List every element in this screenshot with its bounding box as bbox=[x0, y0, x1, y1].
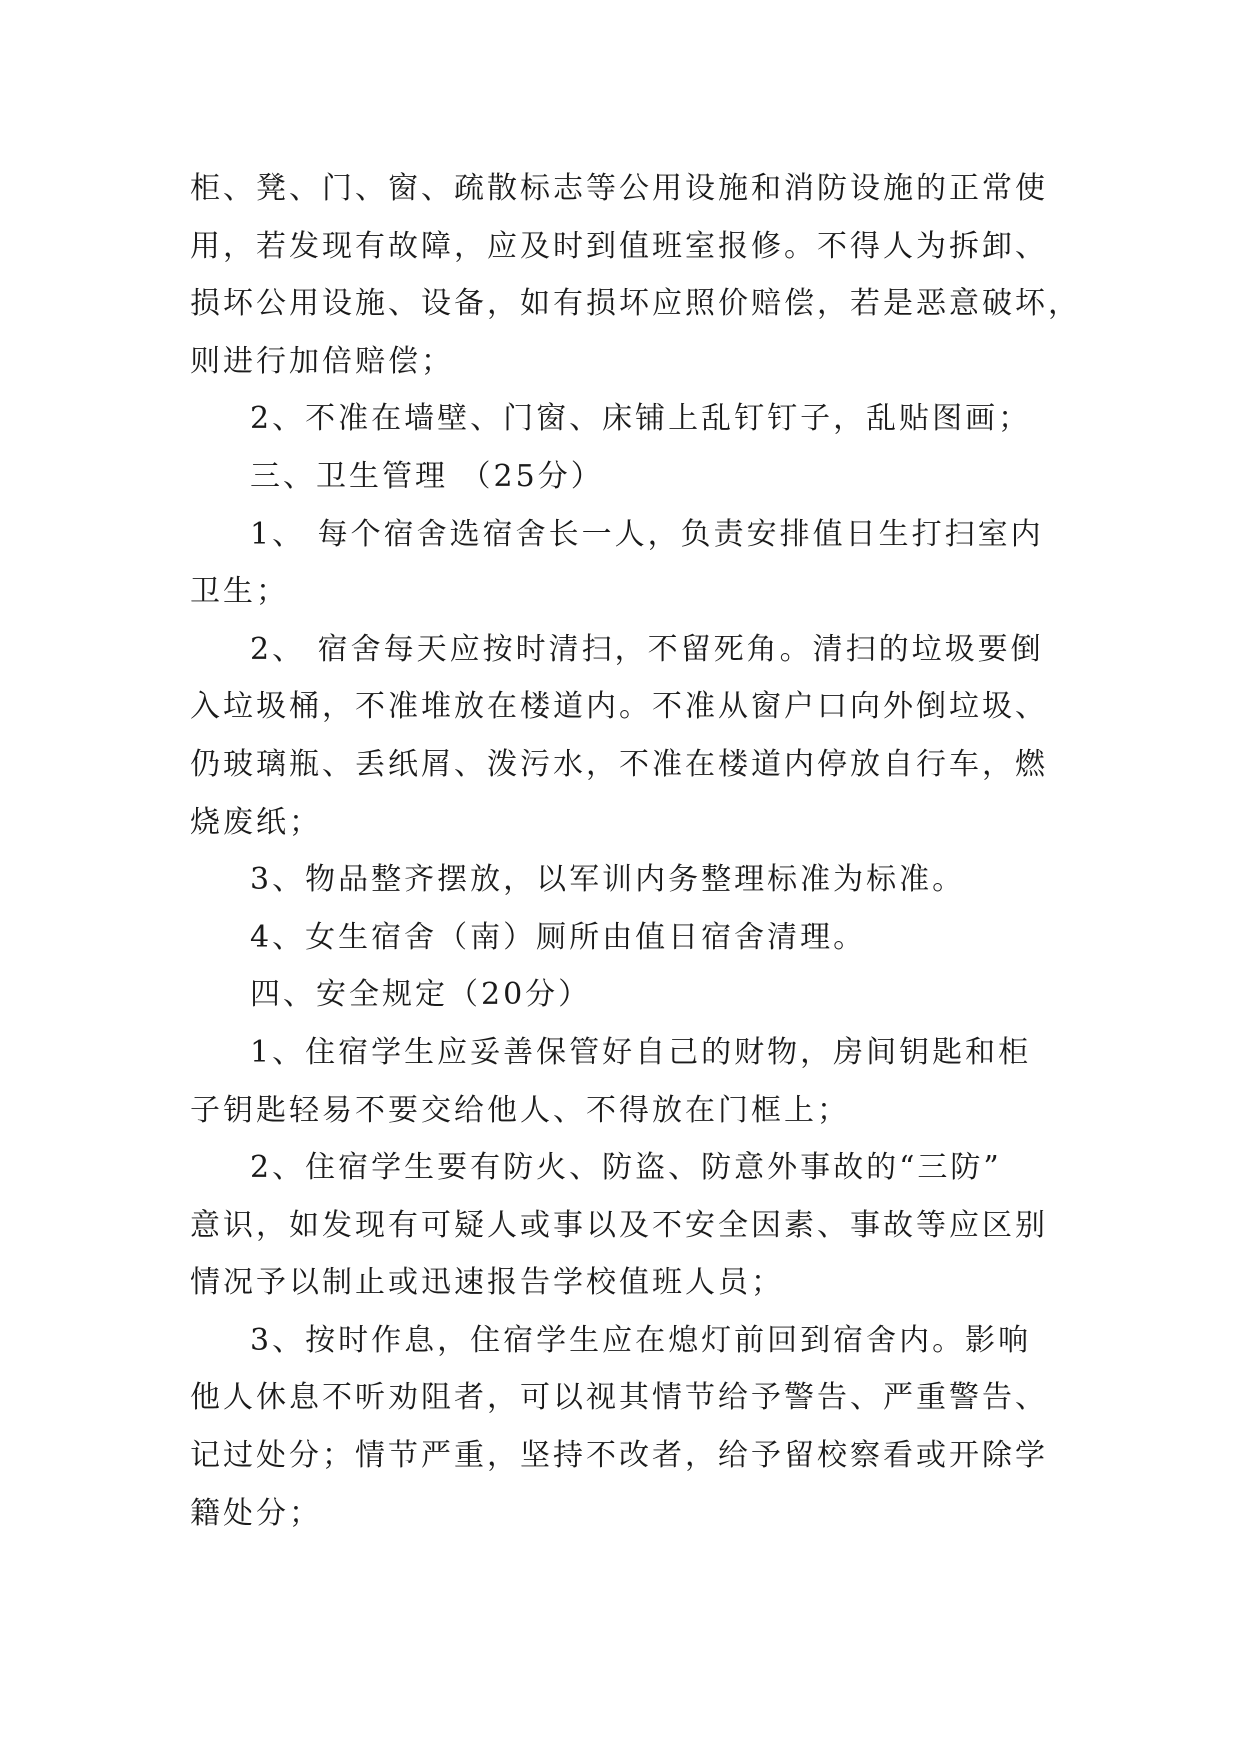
text-line: 则进行加倍赔偿； bbox=[190, 343, 454, 379]
text-line: 子钥匙轻易不要交给他人、不得放在门框上； bbox=[190, 1092, 850, 1128]
text-line: 仍玻璃瓶、丢纸屑、泼污水，不准在楼道内停放自行车，燃 bbox=[190, 746, 1048, 782]
text-line: 他人休息不听劝阻者，可以视其情节给予警告、严重警告、 bbox=[190, 1380, 1048, 1416]
text-line: 用，若发现有故障，应及时到值班室报修。不得人为拆卸、 bbox=[190, 228, 1048, 264]
text-line: 籍处分； bbox=[190, 1495, 322, 1531]
list-item-line: 1、 每个宿舍选宿舍长一人，负责安排值日生打扫室内 bbox=[250, 516, 1044, 552]
list-item-line: 3、物品整齐摆放，以军训内务整理标准为标准。 bbox=[250, 862, 966, 898]
text-line: 烧废纸； bbox=[190, 804, 322, 840]
list-item-line: 2、 宿舍每天应按时清扫，不留死角。清扫的垃圾要倒 bbox=[250, 631, 1044, 667]
list-item-line: 2、不准在墙壁、门窗、床铺上乱钉钉子，乱贴图画； bbox=[250, 401, 1032, 437]
text-line: 情况予以制止或迅速报告学校值班人员； bbox=[190, 1265, 784, 1301]
text-line: 卫生； bbox=[190, 574, 289, 610]
list-item-line: 4、女生宿舍（南）厕所由值日宿舍清理。 bbox=[250, 919, 867, 955]
section-heading-safety: 四、安全规定（20分） bbox=[250, 977, 592, 1013]
text-line: 入垃圾桶，不准堆放在楼道内。不准从窗户口向外倒垃圾、 bbox=[190, 689, 1048, 725]
list-item-line: 3、按时作息，住宿学生应在熄灯前回到宿舍内。影响 bbox=[250, 1322, 1032, 1358]
list-item-line: 1、住宿学生应妥善保管好自己的财物，房间钥匙和柜 bbox=[250, 1034, 1032, 1070]
section-heading-hygiene: 三、卫生管理 （25分） bbox=[250, 458, 604, 494]
text-line: 记过处分；情节严重，坚持不改者，给予留校察看或开除学 bbox=[190, 1438, 1048, 1474]
text-line: 损坏公用设施、设备，如有损坏应照价赔偿，若是恶意破坏， bbox=[190, 286, 1081, 322]
text-line: 意识，如发现有可疑人或事以及不安全因素、事故等应区别 bbox=[190, 1207, 1048, 1243]
text-line: 柜、凳、门、窗、疏散标志等公用设施和消防设施的正常使 bbox=[190, 171, 1048, 206]
document-body bbox=[190, 160, 1090, 1542]
list-item-line: 2、住宿学生要有防火、防盗、防意外事故的“三防” bbox=[250, 1150, 1002, 1186]
